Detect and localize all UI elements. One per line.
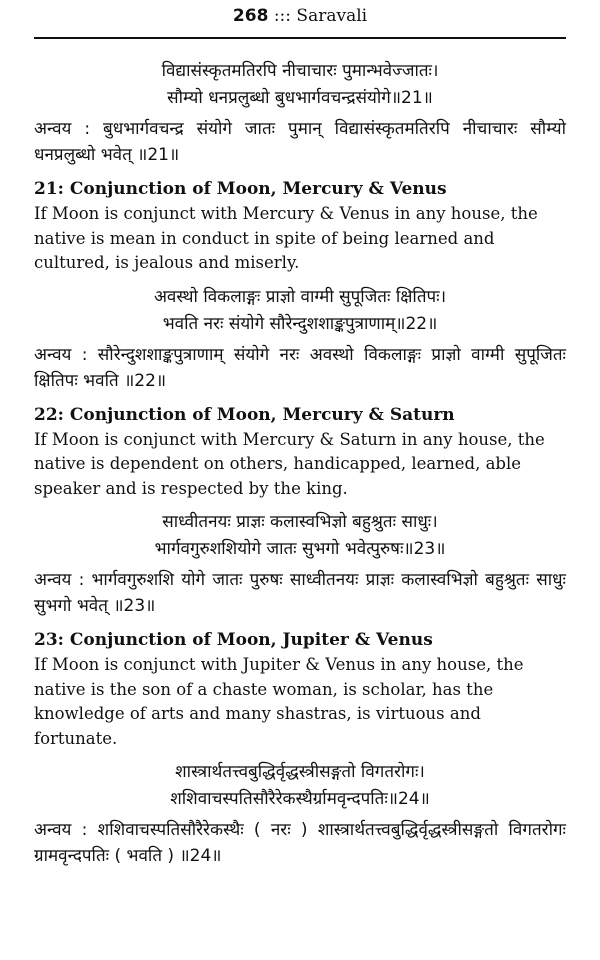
running-header [34, 6, 566, 26]
english-translation: If Moon is conjunct with Jupiter & Venus in any house, the native is the son of a chaste woman, is scholar, has the knowledge of arts and many shastras, is virtuous and fortunate. [34, 655, 524, 748]
page-number: 268 [232, 6, 269, 26]
header-rule [34, 37, 566, 39]
anvaya-prose-order: अन्वय : शशिवाचस्पतिसौरैरेकस्थैः ( नरः ) शास्त्रार्थतत्त्वबुद्धिर्वृद्धस्त्रीसङ्गतो विगतरोगः ग्रामवृन्दपतिः ( भवति ) ॥24॥ [34, 820, 566, 866]
anvaya-prose-order: अन्वय : भार्गवगुरुशशि योगे जातः पुरुषः साध्वीतनयः प्राज्ञः कलास्वभिज्ञो बहुश्रुतः साधुः सुभगो भवेत् ॥23॥ [34, 570, 566, 616]
sanskrit-verse-line: अवस्थो विकलाङ्गः प्राज्ञो वाग्मी सुपूजितः क्षितिपः। [153, 286, 447, 307]
verse-section [34, 759, 566, 869]
section-heading: 22: Conjunction of Moon, Mercury & Saturn [34, 404, 455, 425]
english-translation: If Moon is conjunct with Mercury & Saturn in any house, the native is dependent on others, handicapped, learned, able speaker and is respected by the king. [34, 429, 545, 498]
sanskrit-verse-line: भवति नरः संयोगे सौरेन्दुशशाङ्कपुत्राणाम्॥22॥ [162, 313, 438, 334]
sanskrit-verse-line: शास्त्रार्थतत्त्वबुद्धिर्वृद्धस्त्रीसङ्गतो विगतरोगः। [175, 762, 425, 782]
page-body [34, 58, 566, 875]
verse-section [34, 284, 566, 502]
sanskrit-verse-line: शशिवाचस्पतिसौरैरेकस्थैर्ग्रामवृन्दपतिः॥24॥ [170, 789, 430, 809]
verse-section [34, 509, 566, 751]
book-title: Saravali [296, 6, 368, 26]
sanskrit-verse-line: साध्वीतनयः प्राज्ञः कलास्वभिज्ञो बहुश्रुतः साधुः। [162, 512, 438, 532]
section-heading: 23: Conjunction of Moon, Jupiter & Venus [34, 630, 433, 650]
english-translation: If Moon is conjunct with Mercury & Venus in any house, the native is mean in conduct in spite of being learned and cultured, is jealous and miserly. [34, 204, 538, 272]
sanskrit-verse-line: भार्गवगुरुशशियोगे जातः सुभगो भवेत्पुरुषः॥23॥ [154, 539, 446, 559]
header-separator: ::: [273, 6, 292, 26]
verse-section [34, 58, 566, 276]
section-heading: 21: Conjunction of Moon, Mercury & Venus [34, 179, 447, 199]
sanskrit-verse-line: सौम्यो धनप्रलुब्धो बुधभार्गवचन्द्रसंयोगे॥21॥ [167, 88, 433, 108]
sanskrit-verse-line: विद्यासंस्कृतमतिरपि नीचाचारः पुमान्भवेज्जातः। [161, 61, 439, 81]
anvaya-prose-order: अन्वय : सौरेन्दुशशाङ्कपुत्राणाम् संयोगे नरः अवस्थो विकलाङ्गः प्राज्ञो वाग्मी सुपूजितः क्षितिपः भवति ॥22॥ [34, 344, 566, 391]
anvaya-prose-order: अन्वय : बुधभार्गवचन्द्र संयोगे जातः पुमान् विद्यासंस्कृतमतिरपि नीचाचारः सौम्यो धनप्रलुब्धो भवेत् ॥21॥ [34, 119, 566, 165]
